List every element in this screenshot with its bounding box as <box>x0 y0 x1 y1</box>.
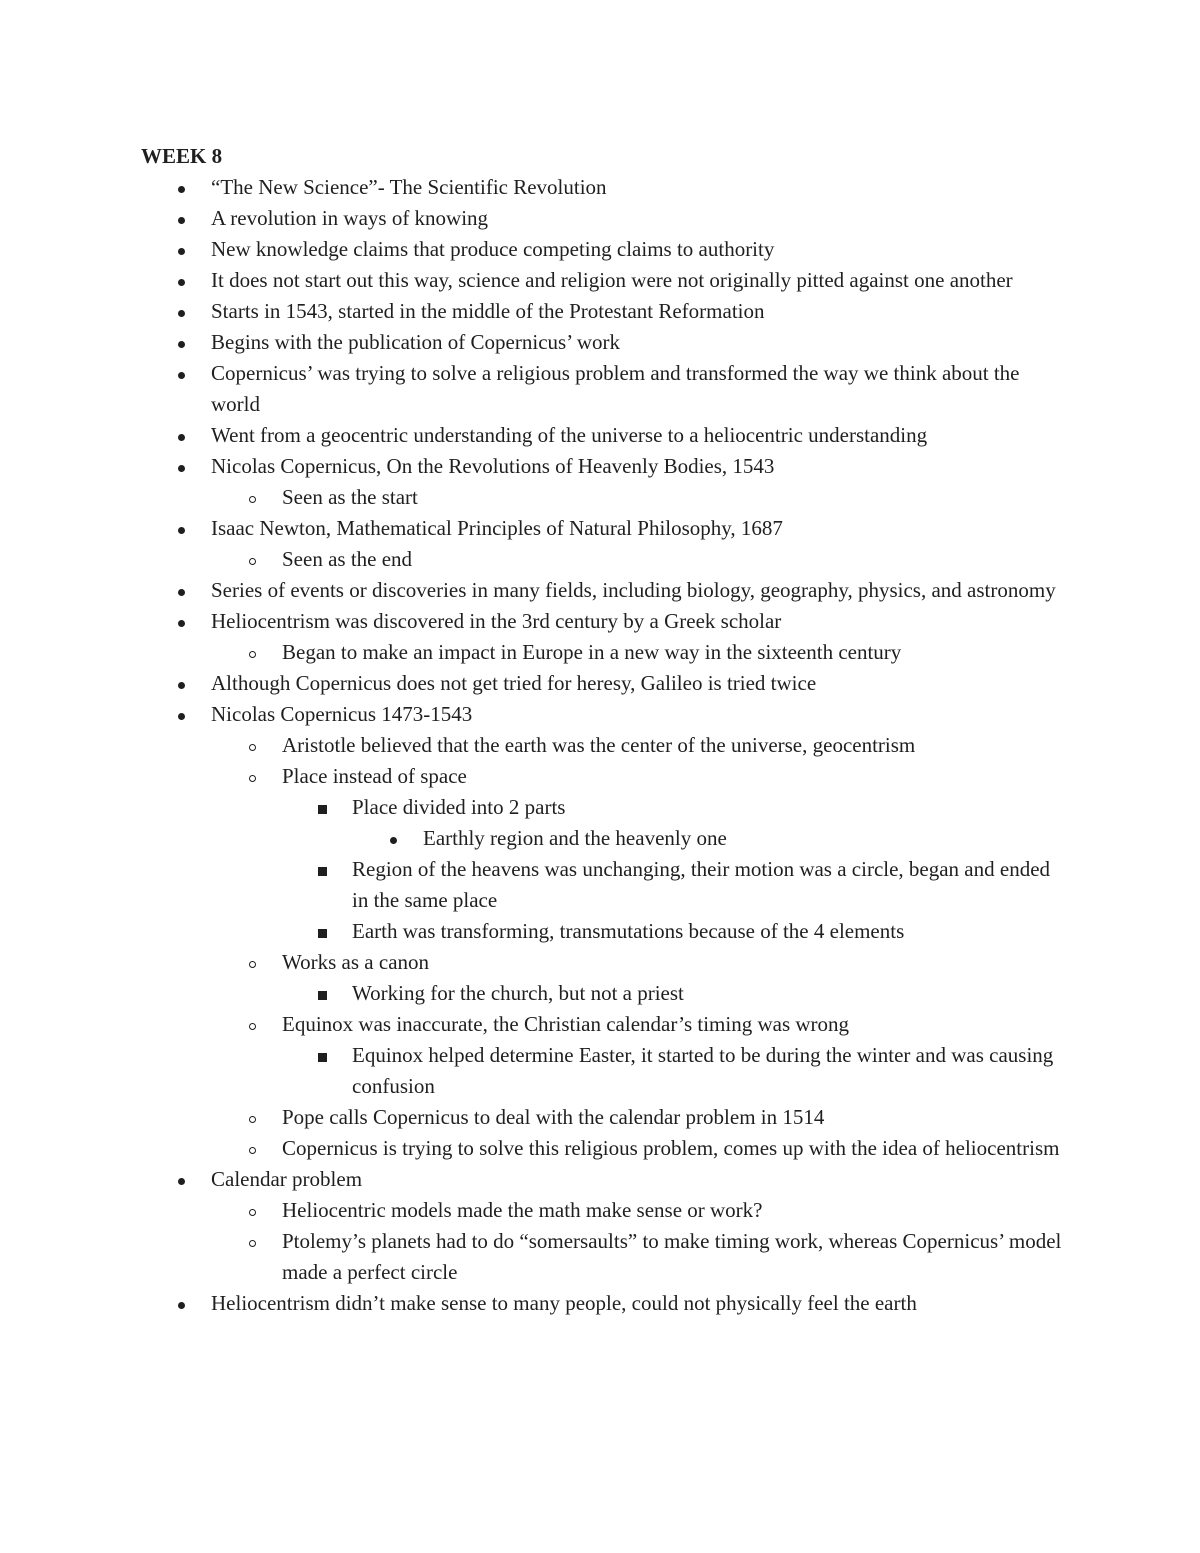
bullet-dot-icon <box>171 668 191 699</box>
list-item <box>352 978 1062 1009</box>
bullet-dot-icon <box>171 575 191 606</box>
list-item-text: Began to make an impact in Europe in a new way in the sixteenth century <box>282 640 902 664</box>
list-item <box>282 1009 1062 1040</box>
list-item <box>211 575 1061 606</box>
list-item-text: Pope calls Copernicus to deal with the calendar problem in 1514 <box>282 1105 825 1129</box>
bullet-dot-icon <box>171 172 191 203</box>
bullet-dot-icon <box>383 823 403 854</box>
list-item <box>282 730 1062 761</box>
bullet-dot-icon <box>171 513 191 544</box>
bullet-ring-icon <box>242 544 262 575</box>
list-item-text: Heliocentrism didn’t make sense to many people, could not physically feel the earth <box>211 1291 917 1315</box>
list-item-text: It does not start out this way, science and religion were not originally pitted against one another <box>211 268 1013 292</box>
bullet-ring-icon <box>242 1102 262 1133</box>
list-item <box>282 544 1062 575</box>
list-item <box>282 1102 1062 1133</box>
list-item <box>211 265 1061 296</box>
list-item <box>282 1195 1062 1226</box>
list-item <box>211 420 1061 451</box>
list-item-text: Earth was transforming, transmutations because of the 4 elements <box>352 919 905 943</box>
bullet-dot-icon <box>171 358 191 389</box>
list-item-text: Begins with the publication of Copernicus’ work <box>211 330 621 354</box>
list-item-text: Earthly region and the heavenly one <box>423 826 727 850</box>
list-item <box>211 513 1061 544</box>
list-item <box>282 1133 1062 1164</box>
list-item-text: Working for the church, but not a priest <box>352 981 684 1005</box>
bullet-ring-icon <box>242 1195 262 1226</box>
list-item-text: Isaac Newton, Mathematical Principles of Natural Philosophy, 1687 <box>211 516 783 540</box>
list-item <box>211 1164 1061 1195</box>
bullet-dot-icon <box>171 420 191 451</box>
list-item-text: A revolution in ways of knowing <box>211 206 489 230</box>
list-item <box>282 1226 1062 1288</box>
list-item <box>211 699 1061 730</box>
bullet-square-icon <box>312 792 332 823</box>
list-item-text: Starts in 1543, started in the middle of the Protestant Reformation <box>211 299 765 323</box>
bullet-dot-icon <box>171 203 191 234</box>
bullet-ring-icon <box>242 730 262 761</box>
list-item-text: Region of the heavens was unchanging, their motion was a circle, began and ended in the same place <box>352 857 1051 912</box>
list-item <box>211 327 1061 358</box>
list-item <box>211 296 1061 327</box>
list-item-text: Calendar problem <box>211 1167 363 1191</box>
bullet-ring-icon <box>242 1226 262 1257</box>
list-item <box>211 234 1061 265</box>
bullet-dot-icon <box>171 606 191 637</box>
list-item-text: “The New Science”- The Scientific Revolution <box>211 175 607 199</box>
list-item <box>423 823 1063 854</box>
list-item-text: Went from a geocentric understanding of the universe to a heliocentric understanding <box>211 423 928 447</box>
bullet-square-icon <box>312 854 332 885</box>
bullet-ring-icon <box>242 637 262 668</box>
bullet-dot-icon <box>171 1288 191 1319</box>
bullet-square-icon <box>312 916 332 947</box>
notes-list <box>0 172 1200 1319</box>
list-item-text: Nicolas Copernicus, On the Revolutions of Heavenly Bodies, 1543 <box>211 454 775 478</box>
list-item-text: New knowledge claims that produce competing claims to authority <box>211 237 775 261</box>
list-item <box>211 1288 1061 1319</box>
bullet-ring-icon <box>242 482 262 513</box>
list-item-text: Heliocentrism was discovered in the 3rd century by a Greek scholar <box>211 609 782 633</box>
list-item-text: Seen as the start <box>282 485 418 509</box>
bullet-square-icon <box>312 1040 332 1071</box>
list-item <box>282 637 1062 668</box>
list-item-text: Heliocentric models made the math make sense or work? <box>282 1198 763 1222</box>
list-item-text: Works as a canon <box>282 950 430 974</box>
bullet-dot-icon <box>171 265 191 296</box>
bullet-square-icon <box>312 978 332 1009</box>
bullet-ring-icon <box>242 1009 262 1040</box>
bullet-ring-icon <box>242 947 262 978</box>
list-item-text: Copernicus’ was trying to solve a religious problem and transformed the way we think about the world <box>211 361 1020 416</box>
list-item-text: Equinox was inaccurate, the Christian calendar’s timing was wrong <box>282 1012 850 1036</box>
list-item <box>282 947 1062 978</box>
list-item <box>211 606 1061 637</box>
list-item-text: Seen as the end <box>282 547 413 571</box>
list-item-text: Place divided into 2 parts <box>352 795 566 819</box>
list-item <box>211 203 1061 234</box>
list-item <box>211 451 1061 482</box>
bullet-dot-icon <box>171 234 191 265</box>
list-item-text: Ptolemy’s planets had to do “somersaults” to make timing work, whereas Copernicus’ model made a perfect circle <box>282 1229 1062 1284</box>
list-item <box>352 1040 1062 1102</box>
list-item-text: Place instead of space <box>282 764 467 788</box>
bullet-dot-icon <box>171 1164 191 1195</box>
list-item <box>211 172 1061 203</box>
list-item <box>352 916 1062 947</box>
list-item-text: Aristotle believed that the earth was the center of the universe, geocentrism <box>282 733 916 757</box>
page-title: WEEK 8 <box>141 144 223 168</box>
list-item <box>352 792 1062 823</box>
list-item <box>282 482 1062 513</box>
list-item-text: Although Copernicus does not get tried for heresy, Galileo is tried twice <box>211 671 817 695</box>
bullet-dot-icon <box>171 327 191 358</box>
list-item <box>352 854 1062 916</box>
bullet-dot-icon <box>171 699 191 730</box>
list-item <box>211 668 1061 699</box>
list-item-text: Equinox helped determine Easter, it started to be during the winter and was causing confusion <box>352 1043 1054 1098</box>
list-item <box>211 358 1061 420</box>
bullet-dot-icon <box>171 296 191 327</box>
list-item-text: Series of events or discoveries in many fields, including biology, geography, physics, and astronomy <box>211 578 1056 602</box>
list-item-text: Nicolas Copernicus 1473-1543 <box>211 702 473 726</box>
bullet-dot-icon <box>171 451 191 482</box>
bullet-ring-icon <box>242 761 262 792</box>
bullet-ring-icon <box>242 1133 262 1164</box>
list-item-text: Copernicus is trying to solve this religious problem, comes up with the idea of heliocentrism <box>282 1136 1060 1160</box>
list-item <box>282 761 1062 792</box>
